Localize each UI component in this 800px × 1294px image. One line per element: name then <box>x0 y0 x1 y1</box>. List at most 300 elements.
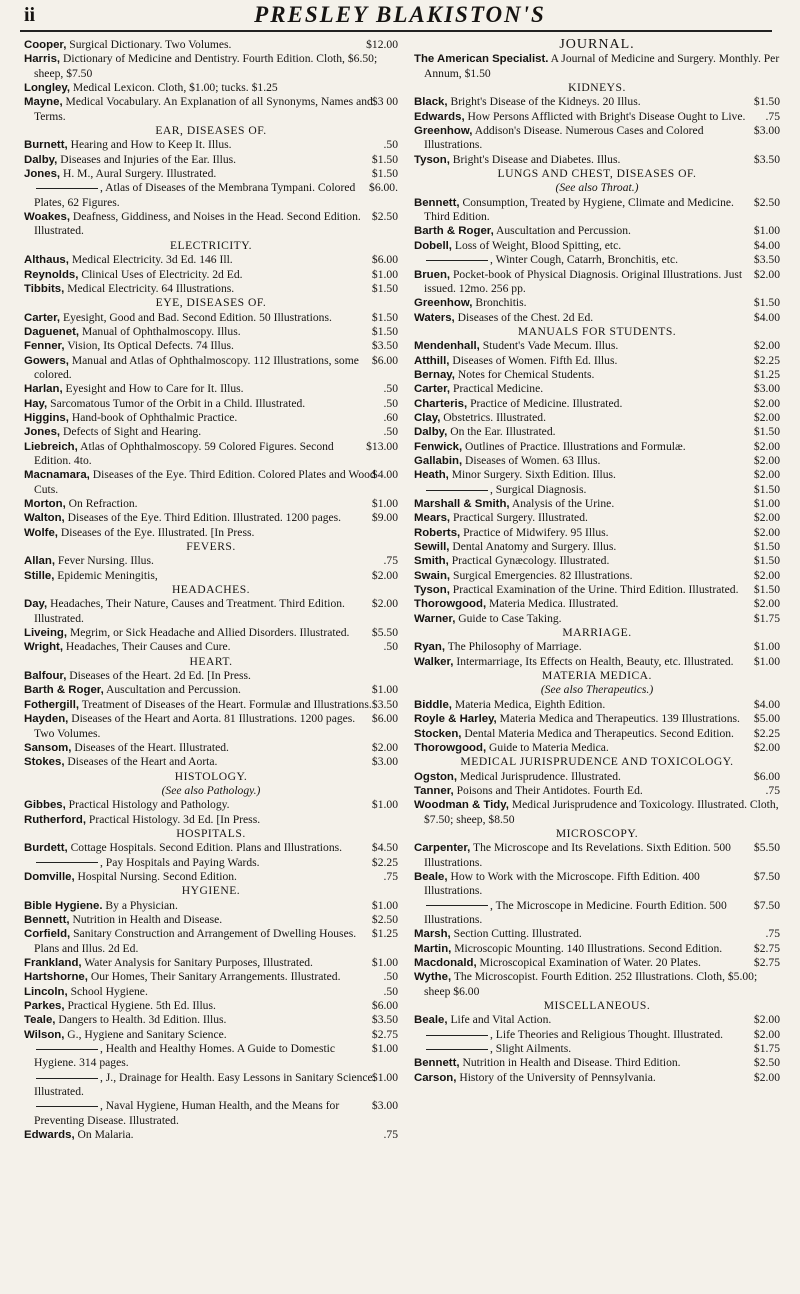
catalog-entry <box>414 770 780 784</box>
entry-author: Day, <box>24 598 48 611</box>
entry-title: , Slight Ailments. <box>490 1042 572 1056</box>
catalog-entry <box>24 712 398 741</box>
entry-title: Practical Surgery. Illustrated. <box>450 511 588 525</box>
see-also-note: (See also Therapeutics.) <box>540 683 654 697</box>
entry-price: $3.00 <box>753 124 780 138</box>
catalog-entry <box>24 640 398 654</box>
entry-title: Guide to Materia Medica. <box>486 740 609 754</box>
entry-title: Practical Hygiene. 5th Ed. Illus. <box>64 999 216 1013</box>
catalog-entry <box>414 397 780 411</box>
entry-author: Sansom, <box>24 741 72 754</box>
catalog-entry <box>414 612 780 626</box>
ditto-dash <box>426 260 488 261</box>
entry-title: Sarcomatous Tumor of the Orbit in a Child. Illustrated. <box>47 396 306 410</box>
left-column <box>24 38 398 1288</box>
entry-price: $1.50 <box>371 324 398 338</box>
entry-title: , J., Drainage for Health. Easy Lessons in Sanitary Science. Illustrated. <box>34 1070 376 1099</box>
entry-title: On Refraction. <box>65 497 138 510</box>
catalog-entry <box>24 1128 398 1142</box>
catalog-entry <box>414 110 780 124</box>
entry-author: Carson, <box>414 1071 457 1084</box>
catalog-entry <box>24 985 398 999</box>
catalog-entry <box>24 899 398 913</box>
entry-title: Materia Medica, Eighth Edition. <box>451 697 606 711</box>
catalog-entry <box>414 841 780 870</box>
entry-title: Diseases of the Eye. Third Edition. Colored Plates and Wood Cuts. <box>34 468 376 496</box>
entry-title: Medical Jurisprudence. Illustrated. <box>457 769 621 783</box>
entry-title: Bronchitis. <box>472 296 527 310</box>
entry-author: Carter, <box>414 383 451 396</box>
catalog-entry <box>414 640 780 654</box>
entry-author: Greenhow, <box>414 297 473 310</box>
entry-price: $1.00 <box>371 956 398 969</box>
ditto-dash <box>36 1049 98 1050</box>
entry-title: Clinical Uses of Electricity. 2d Ed. <box>78 267 243 281</box>
entry-author: Mears, <box>414 512 451 525</box>
entry-author: Tanner, <box>414 784 454 797</box>
see-also-note: (See also Pathology.) <box>161 783 261 797</box>
entry-price: $2.00 <box>753 511 780 525</box>
catalog-entry <box>24 669 398 683</box>
entry-title: Materia Medica. Illustrated. <box>486 597 619 611</box>
catalog-entry <box>24 970 398 984</box>
section-heading: ELECTRICITY. <box>169 238 253 252</box>
entry-author: Macnamara, <box>24 469 90 482</box>
entry-title: The Philosophy of Marriage. <box>445 640 582 654</box>
entry-author: Wolfe, <box>24 526 58 539</box>
entry-price: $2.00 <box>753 1027 780 1041</box>
entry-price: $1.50 <box>753 554 780 568</box>
entry-price: $1.00 <box>753 640 780 654</box>
entry-title: , Surgical Diagnosis. <box>490 482 587 496</box>
catalog-entry <box>24 325 398 339</box>
entry-price: $5.50 <box>753 841 780 855</box>
entry-title: Water Analysis for Sanitary Purposes, Illustrated. <box>81 956 313 969</box>
entry-price: $12.00 <box>366 38 398 51</box>
entry-price: .50 <box>383 138 398 152</box>
entry-author: Frankland, <box>24 957 82 969</box>
ditto-dash <box>36 862 98 863</box>
catalog-entry <box>414 339 780 353</box>
entry-title: By a Physician. <box>102 898 178 912</box>
entry-author: Jones, <box>24 426 61 439</box>
entry-author: Parkes, <box>24 1000 65 1013</box>
entry-price: $1.50 <box>753 425 780 439</box>
entry-title: Surgical Dictionary. Two Volumes. <box>66 38 232 51</box>
catalog-entry <box>24 52 398 81</box>
entry-price: .75 <box>383 1128 398 1142</box>
entry-title: Consumption, Treated by Hygiene, Climate and Medicine. Third Edition. <box>424 195 734 224</box>
entry-author: Barth & Roger, <box>24 684 104 697</box>
entry-price: $6.00 <box>371 253 398 267</box>
entry-author: Thorowgood, <box>414 598 487 611</box>
entry-author: Gallabin, <box>414 454 463 467</box>
entry-title: Headaches, Their Causes and Cure. <box>63 640 231 654</box>
entry-author: Lincoln, <box>24 985 68 998</box>
entry-price: $2.25 <box>753 353 780 367</box>
catalog-entry <box>24 411 398 425</box>
entry-author: Beale, <box>414 870 448 883</box>
entry-author: Hartshorne, <box>24 971 88 984</box>
catalog-entry <box>414 153 780 167</box>
entry-price: $3.50 <box>753 253 780 267</box>
entry-price: $2.50 <box>753 1056 780 1070</box>
entry-title: Treatment of Diseases of the Heart. Formulæ and Illustrations. <box>79 697 372 711</box>
entry-author: Allan, <box>24 555 56 568</box>
entry-price: $1.50 <box>371 167 398 181</box>
ditto-dash <box>426 905 488 906</box>
running-title: PRESLEY BLAKISTON'S <box>254 2 546 27</box>
entry-title: Cottage Hospitals. Second Edition. Plans and Illustrations. <box>67 841 343 855</box>
entry-price: $1.50 <box>371 152 398 166</box>
entry-price: $1.50 <box>753 583 780 597</box>
entry-title: The Microscopist. Fourth Edition. 252 Illustrations. Cloth, $5.00; sheep $6.00 <box>424 970 758 998</box>
page-number: ii <box>24 4 36 26</box>
catalog-entry <box>414 798 780 827</box>
entry-price: $4.50 <box>371 841 398 855</box>
entry-price: $2.00 <box>753 525 780 539</box>
entry-title: , Atlas of Diseases of the Membrana Tympani. Colored Plates, 62 Figures. <box>34 181 356 209</box>
catalog-entry <box>24 554 398 568</box>
entry-price: $1.50 <box>753 482 780 496</box>
catalog-entry <box>414 425 780 439</box>
catalog-entry <box>414 268 780 297</box>
catalog-entry <box>414 52 780 81</box>
entry-price: $6.00 <box>753 769 780 783</box>
entry-author: Rutherford, <box>24 813 87 826</box>
entry-title: Eyesight and How to Care for It. Illus. <box>62 382 244 396</box>
entry-author: Heath, <box>414 469 449 482</box>
ditto-dash <box>36 188 98 189</box>
catalog-entry <box>24 253 398 267</box>
section-heading: LUNGS AND CHEST, DISEASES OF. <box>497 167 697 181</box>
section-heading: MATERIA MEDICA. <box>542 669 652 683</box>
entry-price: $1.50 <box>753 95 780 109</box>
entry-title: A Journal of Medicine and Surgery. Monthly. Per Annum, $1.50 <box>424 52 780 80</box>
catalog-entry <box>24 1099 398 1128</box>
entry-author: Althaus, <box>24 254 69 267</box>
entry-price: $2.25 <box>753 726 780 740</box>
catalog-entry <box>414 569 780 583</box>
entry-author: Beale, <box>414 1014 448 1027</box>
entry-price: $2.00 <box>753 1013 780 1027</box>
header-rule <box>20 30 772 32</box>
entry-price: $1.00 <box>371 898 398 912</box>
entry-author: Edwards, <box>414 110 465 123</box>
entry-price: $6.00 <box>371 353 398 367</box>
entry-author: Liebreich, <box>24 440 78 453</box>
catalog-entry <box>24 1042 398 1071</box>
entry-price: $6.00. <box>369 181 398 195</box>
entry-title: Minor Surgery. Sixth Edition. Illus. <box>448 468 616 482</box>
entry-title: Diseases of the Heart. Illustrated. <box>71 740 229 754</box>
entry-author: Macdonald, <box>414 957 477 969</box>
catalog-entry <box>24 440 398 469</box>
ditto-dash <box>36 1106 98 1107</box>
entry-price: $2.00 <box>753 740 780 754</box>
entry-author: Ogston, <box>414 770 458 783</box>
catalog-entry <box>24 268 398 282</box>
entry-price: .50 <box>383 984 398 998</box>
entry-author: Atthill, <box>414 354 450 367</box>
entry-title: Dictionary of Medicine and Dentistry. Fourth Edition. Cloth, $6.50; sheep, $7.50 <box>34 52 378 80</box>
entry-author: Mendenhall, <box>414 340 480 353</box>
entry-author: Jones, <box>24 168 61 181</box>
catalog-entry <box>24 956 398 970</box>
entry-title: Addison's Disease. Numerous Cases and Colored Illustrations. <box>424 124 704 152</box>
entry-price: $2.75 <box>753 941 780 955</box>
catalog-entry <box>414 511 780 525</box>
entry-title: Bright's Disease of the Kidneys. 20 Illus. <box>447 95 641 109</box>
catalog-entry <box>24 913 398 927</box>
entry-author: Hayden, <box>24 713 69 726</box>
entry-title: Diseases of the Eye. Illustrated. [In Press. <box>57 525 255 539</box>
entry-author: Black, <box>414 96 448 109</box>
entry-title: Diseases of Women. Fifth Ed. Illus. <box>449 353 618 367</box>
catalog-entry <box>414 942 780 956</box>
entry-author: Stocken, <box>414 727 462 740</box>
catalog-entry <box>24 153 398 167</box>
entry-price: $2.50 <box>371 912 398 926</box>
entry-price: $2.50 <box>371 210 398 224</box>
catalog-entry <box>414 497 780 511</box>
entry-author: Swain, <box>414 569 451 582</box>
catalog-entry <box>414 440 780 454</box>
catalog-entry <box>414 741 780 755</box>
entry-title: Our Homes, Their Sanitary Arrangements. Illustrated. <box>87 970 341 984</box>
entry-author: Longley, <box>24 82 70 95</box>
entry-author: Higgins, <box>24 411 69 424</box>
entry-author: Wright, <box>24 641 64 654</box>
entry-title: Hospital Nursing. Second Edition. <box>74 869 237 883</box>
entry-title: On the Ear. Illustrated. <box>447 425 556 439</box>
entry-price: $5.50 <box>371 626 398 640</box>
entry-price: $6.00 <box>371 712 398 726</box>
section-heading: HOSPITALS. <box>176 826 246 840</box>
entry-author: Morton, <box>24 498 66 510</box>
entry-price: .75 <box>765 927 780 941</box>
entry-price: $7.50 <box>753 898 780 912</box>
entry-title: Practice of Medicine. Illustrated. <box>467 396 623 410</box>
section-heading: MEDICAL JURISPRUDENCE AND TOXICOLOGY. <box>460 755 734 769</box>
entry-price: $1.25 <box>371 927 398 941</box>
entry-price: $2.75 <box>371 1027 398 1041</box>
section-heading: HEADACHES. <box>171 583 251 597</box>
entry-author: Balfour, <box>24 670 67 683</box>
entry-author: Royle & Harley, <box>414 713 497 726</box>
entry-title: Section Cutting. Illustrated. <box>450 927 582 941</box>
entry-title: History of the University of Pennsylvania. <box>456 1070 656 1084</box>
section-heading: MISCELLANEOUS. <box>543 999 651 1013</box>
entry-price: $2.00 <box>753 1070 780 1084</box>
entry-author: Burnett, <box>24 139 68 152</box>
catalog-entry <box>414 483 780 497</box>
catalog-entry <box>414 468 780 482</box>
entry-price: $1.50 <box>371 310 398 324</box>
catalog-entry <box>24 626 398 640</box>
entry-author: Sewill, <box>414 541 450 554</box>
entry-author: Smith, <box>414 555 449 568</box>
entry-price: $1.00 <box>371 683 398 697</box>
catalog-entry <box>414 526 780 540</box>
entry-price: $2.00 <box>371 597 398 611</box>
entry-price: $2.00 <box>753 396 780 410</box>
entry-price: $2.00 <box>371 568 398 582</box>
entry-title: Diseases of the Heart and Aorta. <box>64 755 218 769</box>
section-heading: MARRIAGE. <box>562 626 632 640</box>
catalog-entry <box>414 224 780 238</box>
entry-author: Dalby, <box>24 153 58 166</box>
entry-title: Auscultation and Percussion. <box>103 683 241 697</box>
section-heading: MICROSCOPY. <box>555 826 639 840</box>
catalog-entry <box>414 1071 780 1085</box>
catalog-entry <box>24 1071 398 1100</box>
entry-title: Hand-book of Ophthalmic Practice. <box>68 410 238 424</box>
entry-price: $4.00 <box>753 697 780 711</box>
entry-price: $1.50 <box>371 281 398 295</box>
ditto-dash <box>426 490 488 491</box>
entry-author: Fothergill, <box>24 698 80 711</box>
entry-author: Bible Hygiene. <box>24 899 103 912</box>
entry-price: $2.00 <box>753 568 780 582</box>
catalog-entry <box>414 311 780 325</box>
entry-price: $1.00 <box>753 654 780 668</box>
catalog-entry <box>24 798 398 812</box>
entry-title: Atlas of Ophthalmoscopy. 59 Colored Figures. Second Edition. 4to. <box>34 439 334 467</box>
entry-title: , Pay Hospitals and Paying Wards. <box>100 855 260 869</box>
catalog-entry <box>24 468 398 497</box>
catalog-entry <box>414 712 780 726</box>
catalog-entry <box>24 167 398 181</box>
entry-title: , Winter Cough, Catarrh, Bronchitis, etc. <box>490 253 679 267</box>
entry-title: Medical Jurisprudence and Toxicology. Illustrated. Cloth, $7.50; sheep, $8.50 <box>424 798 779 826</box>
entry-author: Cooper, <box>24 39 67 51</box>
entry-title: Medical Electricity. 64 Illustrations. <box>64 281 235 295</box>
catalog-entry <box>24 1013 398 1027</box>
ditto-dash <box>426 1035 488 1036</box>
entry-author: Martin, <box>414 942 452 955</box>
entry-price: $1.50 <box>753 540 780 554</box>
entry-author: Thorowgood, <box>414 741 487 754</box>
catalog-entry <box>24 698 398 712</box>
catalog-entry <box>414 239 780 253</box>
catalog-entry <box>414 540 780 554</box>
entry-price: $1.25 <box>753 367 780 381</box>
entry-author: Walker, <box>414 655 454 668</box>
catalog-entry <box>414 970 780 999</box>
entry-title: Practice of Midwifery. 95 Illus. <box>460 525 609 539</box>
catalog-entry <box>414 382 780 396</box>
entry-author: Charteris, <box>414 397 468 410</box>
entry-title: Dental Materia Medica and Therapeutics. Second Edition. <box>461 726 734 740</box>
right-column <box>414 38 780 1288</box>
entry-title: Manual of Ophthalmoscopy. Illus. <box>79 324 241 338</box>
catalog-entry <box>414 927 780 941</box>
entry-author: Woakes, <box>24 211 71 224</box>
entry-author: Ryan, <box>414 641 446 654</box>
entry-author: Woodman & Tidy, <box>414 799 509 812</box>
entry-author: Hay, <box>24 397 48 410</box>
entry-title: G., Hygiene and Sanitary Science. <box>64 1027 227 1041</box>
entry-price: $4.00 <box>753 238 780 252</box>
catalog-entry <box>24 927 398 956</box>
catalog-entry <box>24 870 398 884</box>
catalog-entry <box>414 253 780 267</box>
catalog-entry <box>24 38 398 52</box>
entry-price: .50 <box>383 640 398 654</box>
entry-title: Medical Lexicon. Cloth, $1.00; tucks. $1.25 <box>70 81 278 95</box>
catalog-entry <box>24 511 398 525</box>
entry-title: Pocket-book of Physical Diagnosis. Original Illustrations. Just issued. 12mo. 256 pp. <box>424 267 743 295</box>
entry-price: $1.75 <box>753 1042 780 1056</box>
entry-title: Medical Electricity. 3d Ed. 146 Ill. <box>68 253 233 267</box>
entry-title: Microscopic Mounting. 140 Illustrations. Second Edition. <box>451 941 723 955</box>
catalog-entry <box>24 138 398 152</box>
entry-title: Manual and Atlas of Ophthalmoscopy. 112 Illustrations, some colored. <box>34 353 359 381</box>
catalog-entry <box>24 683 398 697</box>
catalog-entry <box>414 956 780 970</box>
catalog-entry <box>24 526 398 540</box>
entry-title: Diseases of Women. 63 Illus. <box>462 453 601 467</box>
entry-price: .60 <box>383 410 398 424</box>
catalog-entry <box>414 870 780 899</box>
catalog-entry <box>414 124 780 153</box>
see-also-note: (See also Throat.) <box>555 181 639 195</box>
entry-title: Practical Examination of the Urine. Third Edition. Illustrated. <box>449 583 739 597</box>
entry-author: Tyson, <box>414 153 450 166</box>
entry-title: Diseases of the Heart and Aorta. 81 Illustrations. 1200 pages. Two Volumes. <box>34 712 356 740</box>
entry-price: $3.50 <box>371 339 398 353</box>
entry-title: , Naval Hygiene, Human Health, and the Means for Preventing Disease. Illustrated. <box>34 1099 340 1127</box>
entry-title: Practical Medicine. <box>450 382 544 396</box>
entry-author: Wythe, <box>414 971 452 984</box>
entry-author: Harlan, <box>24 383 63 396</box>
entry-author: Walton, <box>24 512 65 525</box>
entry-title: Student's Vade Mecum. Illus. <box>479 339 619 353</box>
entry-author: Tyson, <box>414 584 450 597</box>
catalog-entry <box>414 296 780 310</box>
entry-author: Tibbits, <box>24 282 65 295</box>
section-heading: FEVERS. <box>186 540 236 554</box>
entry-title: Vision, Its Optical Defects. 74 Illus. <box>64 339 234 353</box>
entry-title: Loss of Weight, Blood Spitting, etc. <box>451 238 622 252</box>
entry-author: Roberts, <box>414 526 461 539</box>
catalog-entry <box>24 999 398 1013</box>
entry-author: Fenner, <box>24 340 65 353</box>
catalog-entry <box>24 354 398 383</box>
catalog-entry <box>414 1028 780 1042</box>
entry-title: Obstetrics. Illustrated. <box>440 410 546 424</box>
entry-title: How to Work with the Microscope. Fifth Edition. 400 Illustrations. <box>424 869 700 898</box>
ditto-dash <box>36 1078 98 1079</box>
catalog-entry <box>24 741 398 755</box>
entry-title: Headaches, Their Nature, Causes and Treatment. Third Edition. Illustrated. <box>34 597 345 625</box>
entry-author: Dalby, <box>414 426 448 439</box>
section-heading: JOURNAL. <box>559 38 635 52</box>
entry-author: Mayne, <box>24 96 63 109</box>
entry-author: The American Specialist. <box>414 53 549 66</box>
entry-title: Epidemic Meningitis, <box>54 568 158 582</box>
entry-price: $2.00 <box>753 439 780 453</box>
section-heading: HISTOLOGY. <box>174 769 248 783</box>
section-heading: HYGIENE. <box>181 884 241 898</box>
entry-title: Fever Nursing. Illus. <box>55 554 154 568</box>
entry-price: .50 <box>383 382 398 396</box>
section-heading: HEART. <box>189 654 233 668</box>
catalog-entry <box>24 397 398 411</box>
entry-title: Bright's Disease and Diabetes. Illus. <box>449 152 621 166</box>
entry-author: Reynolds, <box>24 268 79 281</box>
